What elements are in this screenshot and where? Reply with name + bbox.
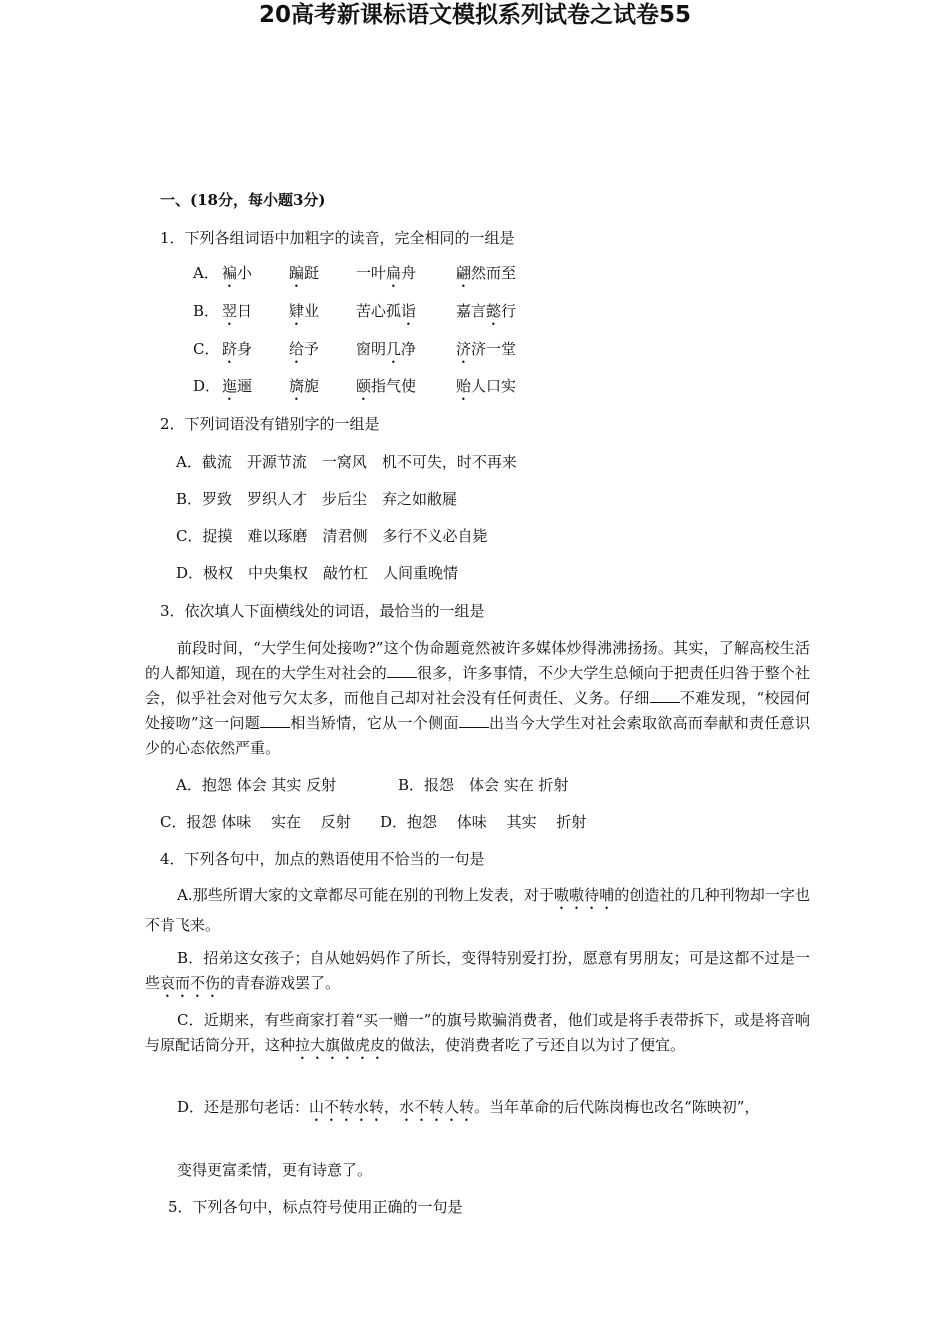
word-text: 指气使: [371, 377, 417, 395]
question-1-option-b-word-4: [456, 300, 516, 329]
question-1-option-d-word-1: [222, 375, 252, 404]
question-1-option-d-label: D．: [193, 377, 221, 395]
fill-blank-4: [459, 713, 489, 728]
option-c-text-end: 的做法，使消费者吃了亏还自以为讨了便宜。: [385, 1036, 686, 1054]
question-1-option-b-word-1: [222, 300, 252, 329]
option-b-text: B．招弟这女孩子；自从她妈妈作了所长，变得特别爱打扮，愿意有男朋友；可是这都不过是一些: [145, 949, 810, 992]
question-4-option-b: [145, 946, 810, 1001]
word-text: 日: [237, 302, 253, 320]
dotted-idiom-b: 哀而不伤: [160, 974, 221, 992]
dotted-char: 肄: [289, 302, 305, 320]
word-text: 行: [501, 302, 517, 320]
dotted-char: 给: [289, 340, 305, 358]
question-1-option-b-word-2: [289, 300, 319, 329]
question-1-option-c-word-1: [222, 338, 252, 367]
option-a-text: A.那些所谓大家的文章都尽可能在别的刊物上发表，对于: [177, 886, 555, 904]
dotted-char: 贻: [456, 377, 472, 395]
word-text: 旎: [304, 377, 320, 395]
question-3-passage: [145, 636, 810, 761]
question-2-option-c: C．捉摸 难以琢磨 清君侧 多行不义必自毙: [176, 527, 488, 545]
dotted-char: 蹁: [289, 264, 305, 282]
passage-text-2: 很多，许多事情，不少大学生总倾向于把责任归咎于整个社会，似乎社会对他亏欠太多，而他自己却对社会没有任何责任、义务。仔细: [145, 664, 810, 707]
question-4-option-a: [145, 883, 810, 938]
dotted-idiom-d1: 山不转水转: [309, 1098, 385, 1116]
word-text: 济一堂: [471, 340, 517, 358]
question-4-stem: 4．下列各句中，加点的熟语使用不恰当的一句是: [160, 850, 485, 868]
dotted-char: 跻: [222, 340, 238, 358]
word-text: 予: [304, 340, 320, 358]
question-3-option-c: C．报怨 体味 实在 反射: [160, 813, 351, 831]
section-heading: 一、(18分，每小题3分): [160, 191, 326, 209]
dotted-char: 翩: [456, 264, 472, 282]
dotted-char: 济: [456, 340, 472, 358]
dotted-idiom-c: 拉大旗做虎皮: [295, 1036, 386, 1054]
word-text: 苦心孤: [356, 302, 402, 320]
dotted-char: 颐: [356, 377, 372, 395]
question-1-option-a-word-4: [456, 262, 516, 291]
dotted-char: 褊: [222, 264, 238, 282]
question-1-option-b-word-3: [356, 300, 416, 329]
dotted-char: 诣: [401, 302, 417, 320]
question-1-option-c-label: C．: [193, 340, 220, 358]
option-d-text: D．还是那句老话：: [177, 1098, 310, 1116]
question-2-stem: 2．下列词语没有错别字的一组是: [160, 415, 380, 433]
question-1-stem: 1．下列各组词语中加粗字的读音，完全相同的一组是: [160, 229, 515, 247]
option-a-text-end: 的创造社的几种刊物却一字也不肯飞来。: [145, 886, 810, 934]
question-5-stem: 5．下列各句中，标点符号使用正确的一句是: [168, 1198, 463, 1216]
question-3-option-b: B．报怨 体会 实在 折射: [398, 776, 569, 794]
passage-text-1: 前段时间，“大学生何处接吻?”这个伪命题竟然被许多媒体炒得沸沸扬扬。其实，了解高校生活的人都知道，现在的大学生对社会的: [145, 639, 810, 682]
word-text: 小: [237, 264, 253, 282]
question-1-option-d-word-4: [456, 375, 516, 404]
comma: ，: [384, 1098, 400, 1116]
question-3-option-a: A．抱怨 体会 其实 反射: [176, 776, 337, 794]
question-4-option-d-continued: 变得更富柔情，更有诗意了。: [177, 1161, 373, 1179]
word-text: 然而至: [471, 264, 517, 282]
dotted-char: 迤: [222, 377, 238, 395]
question-1-option-a-word-1: [222, 262, 252, 291]
dotted-char: 旖: [289, 377, 305, 395]
question-1-option-c-word-3: [356, 338, 416, 367]
question-4-option-c: [145, 1008, 810, 1063]
page-title: 20高考新课标语文模拟系列试卷之试卷55: [258, 2, 691, 28]
fill-blank-3: [260, 713, 290, 728]
passage-text-3: 不难发现，“校园何处接吻”这一问题: [145, 689, 810, 732]
word-text: 跹: [304, 264, 320, 282]
question-1-option-a-word-2: [289, 262, 319, 291]
dotted-idiom-d2: 水不转人转: [399, 1098, 475, 1116]
word-text: 嘉言: [456, 302, 487, 320]
question-3-option-d: D．抱怨 体味 其实 折射: [380, 813, 587, 831]
question-2-option-b: B．罗致 罗织人才 步后尘 弃之如敝屣: [176, 490, 458, 508]
passage-text-4: 相当矫情，它从一个侧面: [290, 714, 459, 732]
word-text: 人口实: [471, 377, 517, 395]
question-1-option-c-word-4: [456, 338, 516, 367]
dotted-idiom-a: 嗷嗷待哺: [554, 886, 615, 904]
question-1-option-a-label: A．: [193, 264, 219, 282]
word-text: 净: [401, 340, 417, 358]
question-1-option-d-word-3: [356, 375, 416, 404]
passage-text-5: 出当今大学生对社会索取欲高而奉献和责任意识少的心态依然严重。: [145, 714, 810, 757]
fill-blank-1: [387, 663, 417, 678]
question-2-option-a: A．截流 开源节流 一窝风 机不可失，时不再来: [176, 453, 517, 471]
question-2-option-d: D．极权 中央集权 敲竹杠 人间重晚情: [176, 564, 459, 582]
dotted-char: 翌: [222, 302, 238, 320]
question-3-stem: 3．依次填人下面横线处的词语，最恰当的一组是: [160, 602, 485, 620]
dotted-char: 扁: [386, 264, 402, 282]
fill-blank-2: [650, 688, 680, 703]
question-1-option-d-word-2: [289, 375, 319, 404]
word-text: 业: [304, 302, 320, 320]
question-4-option-d: [145, 1095, 810, 1125]
word-text: 窗明: [356, 340, 387, 358]
question-1-option-c-word-2: [289, 338, 319, 367]
word-text: 逦: [237, 377, 253, 395]
question-1-option-b-label: B．: [193, 302, 220, 320]
question-1-option-a-word-3: [356, 262, 416, 291]
dotted-char: 懿: [486, 302, 502, 320]
option-c-text: C．近期来，有些商家打着“买一赠一”的旗号欺骗消费者，他们或是将手表带拆下，或是将音响与原配话筒分开，这种: [145, 1011, 810, 1054]
word-text: 一叶: [356, 264, 387, 282]
word-text: 舟: [401, 264, 417, 282]
option-d-text-end: 。当年革命的后代陈岗梅也改名“陈映初”，: [474, 1098, 760, 1116]
option-b-text-end: 的青春游戏罢了。: [220, 974, 341, 992]
dotted-char: 几: [386, 340, 402, 358]
word-text: 身: [237, 340, 253, 358]
